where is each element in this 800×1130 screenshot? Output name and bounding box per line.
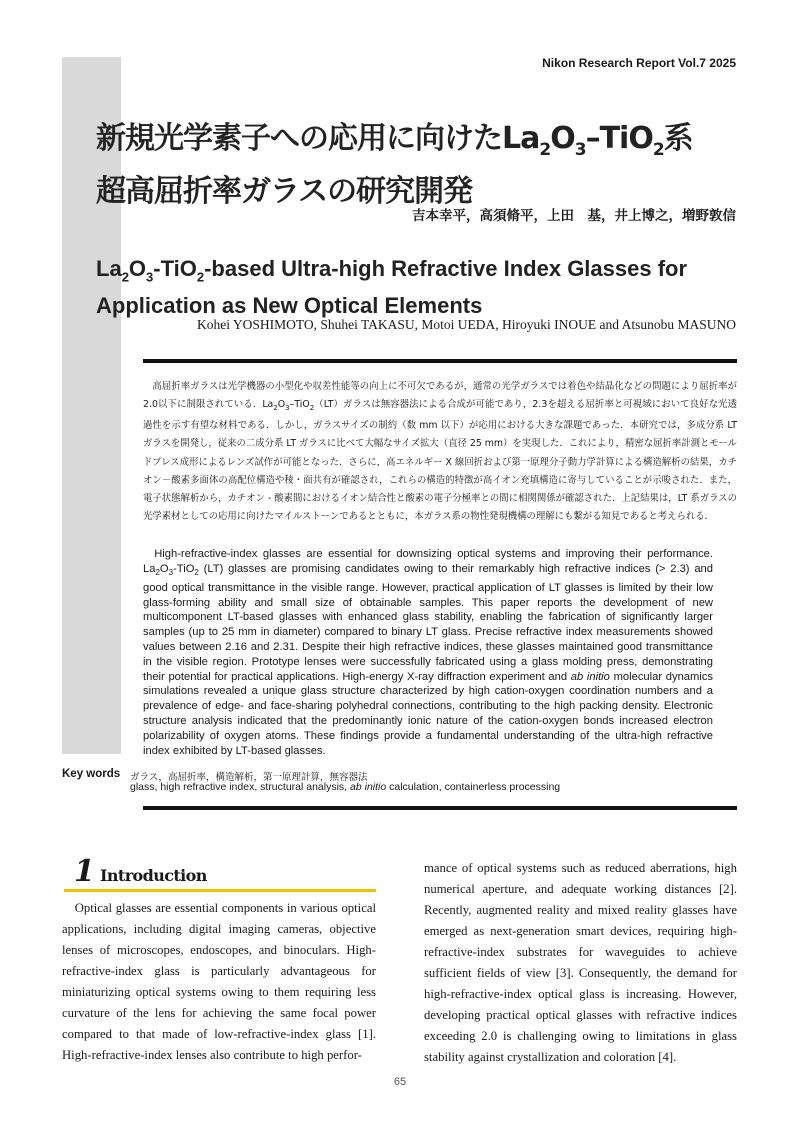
abstract-japanese: 高屈折率ガラスは光学機器の小型化や収差性能等の向上に不可欠であるが，通常の光学ガラスでは着色や結晶化などの問題により屈折率が2.0以下に制限されている．$La_2O_3-TiO_2(LT)$ガラスは無容器法による合成が可能であり，2.3を超える屈折率と可視域において良好な光透過性を示す有望な材料である．しかし，ガラスサイズの制約（数 mm 以下）が応用における大きな課題であった．本研究では，多成分系 LT ガラスを開発し，従来の二成分系 LT ガラスに比べて大幅なサイズ拡大（直径 25 mm）を実現した．これにより，精密な屈折率計測とモールドプレス成形によるレンズ試作が可能となった．さらに，高エネルギー X 線回折および第一原理分子動力学計算による構造解析の結果，カチオン－酸素多面体の高配位構造や稜・面共有が確認され，これらの構造的特徴が高イオン充填構造に寄与していることが示唆された．また，電子状態解析から，カチオン - 酸素間におけるイオン結合性と酸素の電子分極率との間に相関関係が確認された．上記結果は，LT 系ガラスの光学素材としての応用に向けたマイルストーンであるとともに，本ガラス系の物性発現機構の理解にも繋がる知見であると考えられる． (143, 381, 737, 523)
keywords-japanese: ガラス，高屈折率，構造解析，第一原理計算，無容器法 (130, 772, 368, 783)
english-authors: Kohei YOSHIMOTO, Shuhei TAKASU, Motoi UEDA, Hiroyuki INOUE and Atsunobu MASUNO (196, 317, 736, 332)
body-column-right: mance of optical systems such as reduced aberrations, high numerical aperture, and adequate working distances [2]. Recently, augmented reality and mixed reality glasses have emerged as next-generation smart devices, requiring high-refractive-index substrates for waveguides to achieve sufficient fields of view [3]. Consequently, the demand for high-refractive-index optical glass is increasing. However, developing practical optical glasses with refractive indices exceeding 2.0 is challenging owing to limitations in glass stability against crystallization and coloration [4]. (424, 861, 737, 1064)
page-number: 65 (393, 1076, 407, 1088)
abstract-bottom-rule (143, 806, 737, 810)
report-header: Nikon Research Report Vol.7 2025 (542, 56, 736, 70)
section-heading (64, 856, 376, 892)
abstract-top-rule (143, 359, 737, 363)
keywords-label: Key words (62, 768, 121, 780)
japanese-authors: 吉本幸平，高須脩平，上田 基，井上博之，増野敦信 (412, 208, 736, 224)
japanese-title: 新規光学素子への応用に向けた$La_2O_3-TiO_2$系 超高屈折率ガラスの研究開発 (96, 121, 693, 209)
body-column-left: Optical glasses are essential components in various optical applications, including digital imaging cameras, objective lenses of microscopes, endoscopes, and binoculars. High-refractive-index glass is particularly advantageous for miniaturizing optical systems owing to them requiring less curvature of the lens for achieving the same focal power compared to that made of low-refractive-index glass [1]. High-refractive-index lenses also contribute to high perfor- (62, 901, 376, 1062)
abstract-english: High-refractive-index glasses are essential for downsizing optical systems and improving their performance. $La_2O_3-TiO_2$ (LT) glasses are promising candidates owing to their remarkably high refractive indices (> 2.3) and good optical transmittance in the visible range. However, practical application of LT glasses is limited by their low glass-forming ability and small size of obtainable samples. This paper reports the development of new multicomponent LT-based glasses with enhanced glass stability, enabling the fabrication of significantly larger samples (up to 25 mm in diameter) compared to binary LT glass. Precise refractive index measurements showed values between 2.16 and 2.31. Despite their high refractive indices, these glasses maintained good transmittance in the visible region. Prototype lenses were successfully fabricated using a glass molding press, demonstrating their potential for practical applications. High-energy X-ray diffraction experiment and ab initio molecular dynamics simulations revealed a unique glass structure characterized by high cation-oxygen coordination numbers and a prevalence of edge- and face-sharing polyhedral connections, contributing to the high packing density. Electronic structure analysis indicated that the predominantly ionic nature of the cation-oxygen bonds increased electron polarizability of oxygen atoms. These findings provide a fundamental understanding of the ultra-high refractive index exhibited by LT-based glasses. (143, 548, 714, 757)
section-number: 1 (74, 854, 95, 889)
section-title: Introduction (100, 866, 207, 885)
english-title: $La_2O_3-TiO_2$-based Ultra-high Refractive Index Glasses for Application as New Optical Elements (96, 256, 688, 319)
keywords-english: glass, high refractive index, structural analysis, ab initio calculation, containerless processing (130, 781, 561, 793)
section-underline (64, 889, 376, 892)
